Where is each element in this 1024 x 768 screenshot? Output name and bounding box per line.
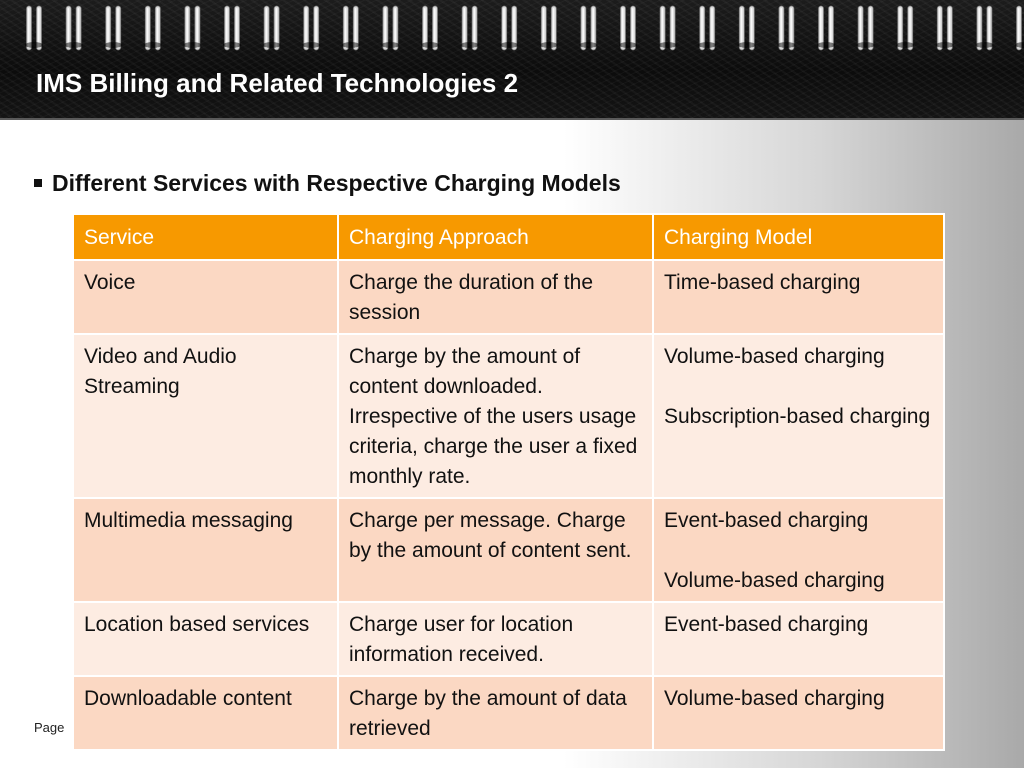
header-charging-approach: Charging Approach <box>338 214 653 260</box>
header-service: Service <box>73 214 338 260</box>
model-cell <box>653 676 944 750</box>
table-row <box>73 334 944 498</box>
approach-cell: Charge per message. Charge by the amount of content sent. <box>338 498 653 602</box>
bullet-text: Different Services with Respective Charging Models <box>52 170 621 196</box>
table-header-row <box>73 214 944 260</box>
bullet-heading <box>34 170 621 197</box>
page-footer: Page <box>34 720 65 735</box>
model-cell <box>653 602 944 676</box>
bullet-square-icon <box>34 179 42 187</box>
model-text: Volume-based charging <box>664 687 885 710</box>
approach-cell: Charge user for location information received. <box>338 602 653 676</box>
service-cell: Location based services <box>73 602 338 676</box>
service-cell: Voice <box>73 260 338 334</box>
table-row <box>73 498 944 602</box>
table-row <box>73 602 944 676</box>
header-charging-model: Charging Model <box>653 214 944 260</box>
model-text: Event-based charging <box>664 509 869 532</box>
service-cell: Downloadable content <box>73 676 338 750</box>
model-text: Volume-based charging <box>664 569 885 592</box>
model-text: Volume-based charging <box>664 345 885 368</box>
service-cell: Multimedia messaging <box>73 498 338 602</box>
model-text: Time-based charging <box>664 271 861 294</box>
approach-cell: Charge by the amount of content downloaded. Irrespective of the users usage criteria, charge the user a fixed monthly rate. <box>338 334 653 498</box>
model-text: Subscription-based charging <box>664 405 931 428</box>
slide-title: IMS Billing and Related Technologies 2 <box>36 68 519 98</box>
header-banner <box>0 0 1024 120</box>
table-row <box>73 260 944 334</box>
model-cell <box>653 498 944 602</box>
model-cell <box>653 334 944 498</box>
spiral-binding-icon <box>0 0 1024 58</box>
model-text: Event-based charging <box>664 613 869 636</box>
table-row <box>73 676 944 750</box>
charging-models-table <box>72 213 945 751</box>
approach-cell: Charge the duration of the session <box>338 260 653 334</box>
service-cell: Video and Audio Streaming <box>73 334 338 498</box>
approach-cell: Charge by the amount of data retrieved <box>338 676 653 750</box>
model-cell <box>653 260 944 334</box>
